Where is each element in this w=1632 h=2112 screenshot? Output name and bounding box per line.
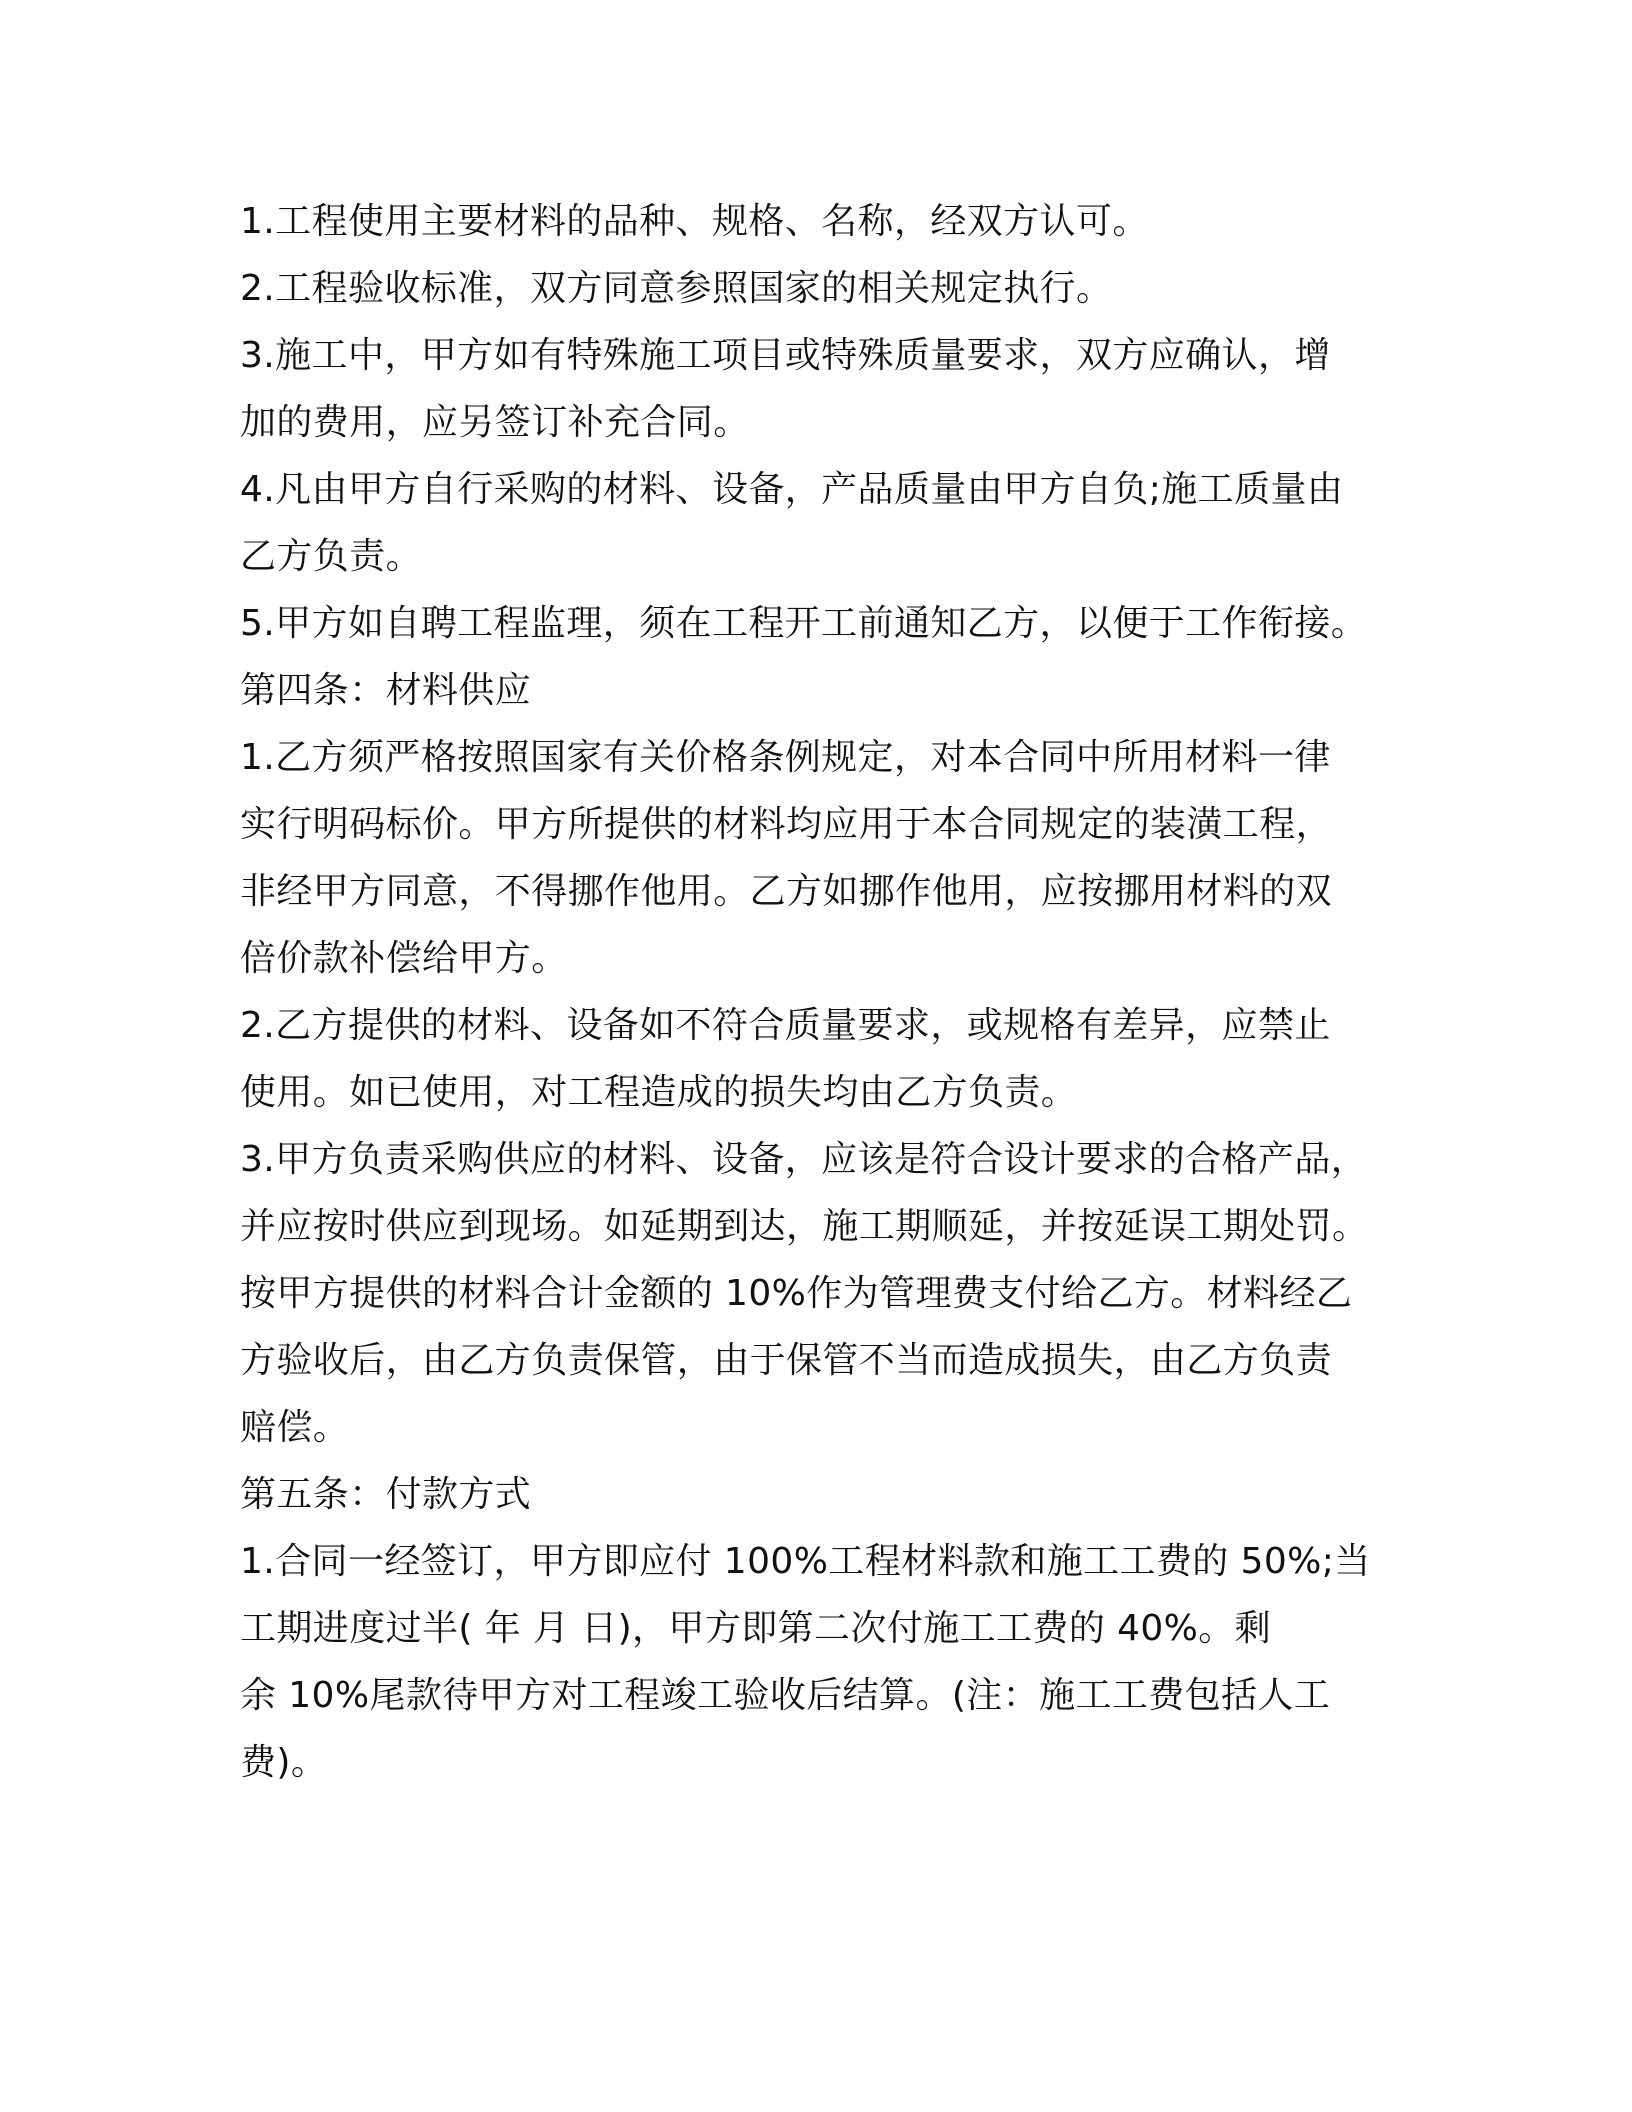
section-heading: 第四条：材料供应 <box>240 670 532 711</box>
text-line: 4.凡由甲方自行采购的材料、设备，产品质量由甲方自负;施工质量由 <box>240 469 1344 510</box>
text-line: 工期进度过半( 年 月 日)，甲方即第二次付施工工费的 40%。剩 <box>240 1608 1272 1649</box>
text-line: 余 10%尾款待甲方对工程竣工验收后结算。(注：施工工费包括人工 <box>240 1675 1331 1716</box>
text-line: 1.合同一经签订，甲方即应付 100%工程材料款和施工工费的 50%;当 <box>240 1541 1371 1582</box>
text-line: 费)。 <box>240 1742 328 1783</box>
text-line: 使用。如已使用，对工程造成的损失均由乙方负责。 <box>240 1072 1078 1113</box>
text-line: 赔偿。 <box>240 1407 350 1448</box>
text-line: 1.乙方须严格按照国家有关价格条例规定，对本合同中所用材料一律 <box>240 737 1331 778</box>
text-line: 加的费用，应另签订补充合同。 <box>240 402 750 443</box>
section-heading: 第五条：付款方式 <box>240 1474 532 1515</box>
text-line: 3.施工中，甲方如有特殊施工项目或特殊质量要求，双方应确认，增 <box>240 335 1331 376</box>
text-line: 3.甲方负责采购供应的材料、设备，应该是符合设计要求的合格产品， <box>240 1139 1368 1180</box>
text-line: 倍价款补偿给甲方。 <box>240 938 568 979</box>
text-line: 并应按时供应到现场。如延期到达，施工期顺延，并按延误工期处罚。 <box>240 1206 1369 1247</box>
text-line: 1.工程使用主要材料的品种、规格、名称，经双方认可。 <box>240 201 1149 242</box>
contract-text <box>240 188 1400 1796</box>
text-line: 2.工程验收标准，双方同意参照国家的相关规定执行。 <box>240 268 1113 309</box>
text-line: 2.乙方提供的材料、设备如不符合质量要求，或规格有差异，应禁止 <box>240 1005 1331 1046</box>
text-line: 方验收后，由乙方负责保管，由于保管不当而造成损失，由乙方负责 <box>240 1340 1333 1381</box>
text-line: 5.甲方如自聘工程监理，须在工程开工前通知乙方，以便于工作衔接。 <box>240 603 1368 644</box>
text-line: 按甲方提供的材料合计金额的 10%作为管理费支付给乙方。材料经乙 <box>240 1273 1353 1314</box>
text-line: 实行明码标价。甲方所提供的材料均应用于本合同规定的装潢工程， <box>240 804 1333 845</box>
text-line: 非经甲方同意，不得挪作他用。乙方如挪作他用，应按挪用材料的双 <box>240 871 1333 912</box>
text-line: 乙方负责。 <box>240 536 423 577</box>
